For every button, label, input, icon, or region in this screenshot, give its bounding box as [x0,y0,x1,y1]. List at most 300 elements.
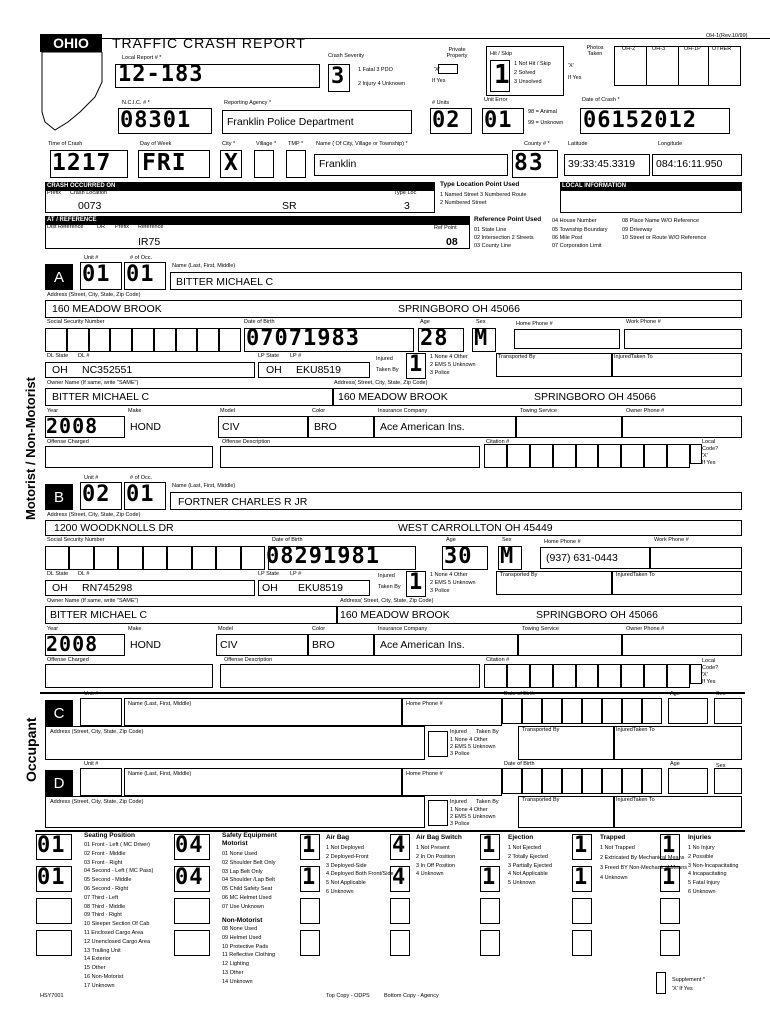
unit-a-local-code-2: Code? [702,446,719,452]
safety-motorist: Motorist [222,840,248,847]
ref-opt-06: 06 Mile Post [552,235,583,241]
unit-b-citation-boxes [484,664,690,688]
safety-nonmotorist: Non-Motorist [222,917,263,924]
ncic-value: 08301 [120,108,192,133]
occ-c-injured-label: Injured [450,729,467,735]
trapped-opt-3: 3 Freed BY Non-Mechanical Means [600,865,688,871]
unit-a-owner-street: 160 MEADOW BROOK [338,391,448,403]
occ-c-takenby-label: Taken By [476,729,499,735]
oh1p-label: OH-1P [684,46,701,52]
unit-a-letter: A [45,264,73,290]
ncic-label: N.C.I.C. # * [122,100,150,106]
type-point-opt1: 1 Named Street 3 Numbered Route [440,192,527,198]
injuries-value-a: 1 [662,833,677,858]
unit-a-year-label: Year [47,408,59,414]
longitude-value: 084:16:11.950 [656,158,723,170]
unit-a-owner-name: BITTER MICHAEL C [52,391,150,403]
unit-a-insurance: Ace American Ins. [380,421,465,433]
time-label: Time of Crash [48,141,83,147]
unit-b-sex-label: Sex [502,537,512,543]
hit-skip-label: Hit / Skip [490,51,513,57]
state-badge: OHIO [40,34,102,52]
unit-b-dlstate: OH [52,582,68,594]
unit-b-owner-phone-label: Owner Phone # [626,626,665,632]
crash-occurred-title: CRASH OCCURRED ON [45,182,435,191]
unit-a-age: 28 [420,326,449,351]
unit-b-address-street: 1200 WOODKNOLLS DR [54,522,174,534]
unit-b-model: CIV [220,639,238,651]
ejection-opt-5: 5 Unknown [508,880,536,887]
occ-d-takenby-label: Taken By [476,799,499,805]
switch-opt-4: 4 Unknown [416,871,444,878]
oh2-label: OH-2 [622,46,636,52]
private-property-ifyes: If Yes [432,78,446,84]
unit-b-occ-label: # of Occ. [130,475,153,481]
seating-opt-4: 04 Second - Left ( MC Pass) [84,868,154,875]
unit-a-offense-desc-label: Offense Description [222,439,271,445]
unit-b-home-phone-label: Home Phone # [544,539,581,545]
airbag-value-b: 1 [302,865,317,890]
unit-b-age-label: Age [446,537,456,543]
unit-b-address-label: Address (Street, City, State, Zip Code) [47,512,141,518]
unit-b-owner-city: SPRINGBORO OH 45066 [536,609,658,621]
unit-a-takenby-label: Taken By [376,367,399,373]
airbag-value-a: 1 [302,833,317,858]
photos-ifyes: If Yes [568,75,582,81]
safety-opt-nm-1: 08 None Used [222,926,258,932]
unit-b-lpstate: OH [262,582,278,594]
unit-b-make-label: Make [128,626,142,632]
unit-b-owner-label: Owner Name (If same, write "SAME") [47,598,139,604]
occ-d-name-label: Name (Last, First, Middle) [128,771,192,777]
seating-opt-10: 10 Sleeper Section Of Cab [84,921,150,928]
unit-b-make: HOND [130,639,161,651]
unit-a-citation-label: Citation # [486,439,510,445]
unit-a-lpstate-label: LP State [258,353,279,359]
unit-b-dlstate-label: DL State [47,571,69,577]
crash-severity-value: 3 [331,64,346,89]
type-loc-label: Type Loc [394,190,417,196]
airbag-opt-6: 6 Unknown [326,889,354,895]
unit-b-name-label: Name (Last, First, Middle) [172,483,236,489]
unit-b-injured-label: Injured [378,573,395,579]
occ-d-age-label: Age [670,761,680,767]
trapped-title: Trapped [600,834,626,841]
unit-b-offense-label: Offense Charged [47,657,89,663]
occ-d-takenby-opt1: 1 None 4 Other [450,807,488,813]
unit-a-make-label: Make [128,408,142,414]
photos-x: 'X' [568,63,574,69]
unit-b-takenby-opt1: 1 None 4 Other [430,572,468,578]
unit-a-local-code-3: 'X' [702,453,708,459]
village-label: Village * [256,141,277,147]
occ-c-address-label: Address (Street, City, State, Zip Code) [50,729,144,735]
unit-a-sex-label: Sex [476,319,486,325]
unit-b-local-code-3: 'X' [702,672,708,678]
airbag-opt-5: 5 Not Applicable [326,880,366,887]
ref-point-label: Ref Point [434,225,457,231]
twp-label: TMP * [288,141,304,147]
unit-a-dlno: NC352551 [82,364,133,376]
latitude-value: 39:33:45.3319 [568,158,636,170]
unit-a-lpno: EKU8519 [296,364,341,376]
occ-c-unitno-label: Unit # [84,691,99,697]
safety-opt-nm-5: 12 Lighting [222,961,249,968]
occ-c-home-phone-label: Home Phone # [406,701,443,707]
dr-label: DR [97,224,105,230]
crash-location-label: Crash Location [70,190,107,196]
safety-opt-nm-2: 09 Helmet Used [222,934,262,941]
ref-opt-07: 07 Corporation Limit [552,243,602,249]
unit-b-insurance-label: Insurance Company [378,626,428,632]
private-property-x: 'X' [434,67,440,73]
occ-c-takenby-opt3: 3 Police [450,751,470,757]
type-loc-value: 3 [404,200,410,212]
unit-b-dlno-label: DL # [78,571,90,577]
county-label: County # * [524,141,550,147]
unit-b-name: FORTNER CHARLES R JR [178,496,308,508]
unit-b-unitno: 02 [82,482,111,507]
local-report-box [115,64,320,88]
occ-d-unitno-label: Unit # [84,761,99,767]
bottom-copy-label: Bottom Copy - Agency [384,993,439,999]
trapped-opt-2: 2 Extricated By Mechanical Means [600,855,685,861]
ref-opt-10: 10 Street or Route W/O Reference [622,235,707,241]
occ-d-address-label: Address (Street, City, State, Zip Code) [50,799,144,805]
airbag-opt-2: 2 Deployed-Front [326,853,369,860]
airbag-opt-4: 4 Deployed Both Front/Side [326,871,394,878]
seating-opt-9: 09 Third - Right [84,912,122,919]
type-point-title: Type Location Point Used [440,181,520,188]
unit-b-takenby-opt3: 3 Police [430,588,450,594]
private-property-label: Private Property [446,47,468,59]
unit-a-dob-label: Date of Birth [244,319,275,325]
occ-d-letter: D [45,770,73,796]
units-label: # Units [432,100,450,106]
trapped-opt-1: 1 Not Trapped [600,845,635,851]
dist-ref-label: Dist Reference [47,224,84,230]
seating-opt-13: 13 Trailing Unit [84,947,121,954]
local-report-label: Local Report # * [122,55,162,61]
seating-opt-15: 15 Other [84,965,106,972]
unit-b-lpno-label: LP # [290,571,302,577]
seating-opt-1: 01 Front - Left ( MC Driver) [84,842,151,848]
unit-a-year: 2008 [46,414,99,438]
unit-a-name: BITTER MICHAEL C [176,276,274,288]
unit-b-offense-desc-label: Offense Description [224,657,273,663]
ref-point-value: 08 [446,236,458,248]
city-value: X [224,150,239,176]
unit-a-dlstate-label: DL State [47,353,69,359]
ejection-opt-3: 3 Partially Ejected [508,862,553,869]
unit-b-owner-street: 160 MEADOW BROOK [340,609,450,621]
injuries-value-b: 1 [662,865,677,890]
injuries-opt-1: 1 No Injury [688,845,715,851]
unit-b-home-phone: (937) 631-0443 [546,552,618,564]
crash-location-suffix: SR [282,200,297,212]
ref-point-title: Reference Point Used [474,216,542,223]
unit-b-letter: B [45,484,73,510]
agency-label: Reporting Agency * [224,100,272,106]
unit-b-color: BRO [312,639,335,651]
injuries-opt-4: 4 Incapacitating [688,871,727,878]
safety-opt-nm-6: 13 Other [222,970,244,976]
time-value: 1217 [52,150,112,176]
unit-b-dob: 08291981 [266,544,380,569]
date-label: Date of Crash * [582,97,620,103]
unit-a-model: CIV [222,421,240,433]
trapped-value-b: 1 [574,865,589,890]
unit-b-year-label: Year [47,626,59,632]
hit-skip-opt3: 3 Unsolved [514,79,542,85]
county-value: 83 [514,150,544,176]
unit-a-model-label: Model [220,408,235,414]
unit-a-sex: M [474,326,489,351]
occ-c-age-label: Age [670,691,680,697]
ejection-opt-1: 1 Not Ejected [508,845,542,851]
safety-opt-3: 03 Lap Belt Only [222,868,263,875]
unit-b-lpno: EKU8519 [298,582,343,594]
unit-error-opt1: 98 = Animal [528,109,557,115]
unit-a-transported-label: Transported By [498,354,536,360]
unit-a-address-label: Address (Street, City, State, Zip Code) [47,292,141,298]
unit-b-towing-label: Towing Service [522,626,559,632]
reference-label: Reference [138,224,164,230]
occ-d-injured-to-label: InjuredTaken To [616,797,655,803]
date-value: 06152012 [583,108,697,133]
seating-opt-2: 02 Front - Middle [84,850,126,857]
seating-opt-11: 11 Enclosed Cargo Area [84,930,144,936]
unit-b-local-code-2: Code? [702,665,719,671]
unit-a-insurance-label: Insurance Company [378,408,428,414]
agency-value: Franklin Police Department [227,116,354,128]
occ-d-takenby-opt3: 3 Police [450,821,470,827]
seating-opt-14: 14 Exterior [84,956,111,963]
occ-d-transported-label: Transported By [522,797,560,803]
unit-b-dlno: RN745298 [82,582,133,594]
unit-b-owner-name: BITTER MICHAEL C [50,609,148,621]
occ-c-injured-to-label: InjuredTaken To [616,727,655,733]
unit-a-age-label: Age [420,319,430,325]
safety-opt-4: 04 Shoulder /Lap Belt [222,877,275,884]
occ-c-takenby-opt1: 1 None 4 Other [450,737,488,743]
unit-a-lpno-label: LP # [290,353,302,359]
top-copy-label: Top Copy - ODPS [326,993,370,999]
unit-b-local-code-4: If Yes [702,679,716,685]
unit-a-local-code-4: If Yes [702,460,716,466]
unit-a-citation-boxes [484,444,690,468]
unit-b-injured-to-label: InjuredTaken To [616,572,655,578]
unit-b-citation-label: Citation # [486,657,510,663]
unit-a-color-label: Color [312,408,326,414]
day-of-week-label: Day of Week [140,141,172,147]
seating-value-a: 01 [37,833,66,858]
safety-opt-1: 01 None Used [222,851,258,857]
occ-c-sex-label: Sex [716,691,726,697]
safety-opt-nm-7: 14 Unknown [222,978,253,985]
city-label: City * [222,141,236,147]
unit-a-takenby: 1 [409,352,424,377]
seating-opt-6: 06 Second - Right [84,886,129,892]
occ-c-takenby-opt2: 2 EMS 5 Unknown [450,744,496,750]
unit-a-unitno: 01 [82,262,111,287]
local-info-title: LOCAL INFORMATION [560,182,742,191]
safety-title: Safety Equipment [222,832,277,839]
unit-a-dlno-label: DL # [78,353,90,359]
hit-skip-value: 1 [494,60,511,90]
ejection-value-b: 1 [482,865,497,890]
side-label-occupant: Occupant [23,717,39,782]
unit-a-dlstate: OH [52,364,68,376]
unit-b-color-label: Color [312,626,326,632]
location-name-value: Franklin [319,158,357,170]
injuries-opt-3: 3 Non-Incapacitating [688,862,739,869]
occ-c-name-label: Name (Last, First, Middle) [128,701,192,707]
seating-title: Seating Position [84,832,135,839]
ejection-opt-2: 2 Totally Ejected [508,853,548,860]
crash-severity-opt1: 1 Fatal 3 PDO [358,67,393,73]
unit-b-owner-address-label: Address( Street, City, State, Zip Code) [340,598,434,604]
photos-label: Photos Taken [586,45,604,57]
injuries-title: Injuries [688,834,712,841]
unit-b-unitno-label: Unit # [84,475,99,481]
unit-a-name-label: Name (Last, First, Middle) [172,263,236,269]
ejection-opt-4: 4 Not Applicable [508,871,548,878]
unit-b-takenby-label: Taken By [378,584,401,590]
unit-b-sex: M [500,544,515,569]
unit-b-transported-label: Transported By [500,572,538,578]
local-info-box [560,189,742,213]
safety-value-a: 04 [175,833,204,858]
hit-skip-opt1: 1 Not Hit / Skip [514,61,551,67]
ejection-title: Ejection [508,834,534,841]
ref-opt-01: 01 State Line [474,227,507,233]
ref-prefix-label: Prefix [115,224,130,230]
switch-opt-3: 3 In Off Position [416,862,456,869]
occ-c-transported-label: Transported By [522,727,560,733]
unit-b-year: 2008 [46,632,99,656]
supplement-label: Supplement * [672,977,706,983]
unit-a-towing-label: Towing Service [520,408,557,414]
ref-opt-08: 08 Place Name W/O Reference [622,218,700,224]
unit-a-takenby-opt3: 3 Police [430,370,450,376]
switch-title: Air Bag Switch [416,834,462,841]
switch-opt-2: 2 In On Position [416,853,456,860]
occ-c-letter: C [45,700,73,726]
prefix-label: Prefix [47,190,62,196]
unit-a-offense-label: Offense Charged [47,439,89,445]
crash-severity-opt2: 2 Injury 4 Unknown [358,81,406,87]
crash-location-value: 0073 [78,200,102,212]
crash-severity-label: Crash Severity [328,53,365,59]
ref-opt-02: 02 Intersection 2 Streets [474,235,534,241]
safety-value-b: 04 [175,865,204,890]
unit-b-model-label: Model [218,626,233,632]
unit-a-owner-phone-label: Owner Phone # [626,408,665,414]
unit-a-occ: 01 [126,262,155,287]
unit-a-color: BRO [314,421,337,433]
unit-a-unitno-label: Unit # [84,255,99,261]
occ-d-takenby-opt2: 2 EMS 5 Unknown [450,814,496,820]
airbag-title: Air Bag [326,834,350,841]
unit-b-takenby-opt2: 2 EMS 5 Unknown [430,580,476,586]
ref-opt-09: 09 Driveway [622,227,653,233]
unit-a-injured-to-label: InjuredTaken To [614,354,653,360]
unit-a-lpstate: OH [266,364,282,376]
unit-b-work-phone-label: Work Phone # [654,537,689,543]
location-name-label: Name ( Of City, Village or Township) * [316,141,408,147]
switch-value-b: 4 [392,865,407,890]
seating-opt-12: 12 Unenclosed Cargo Area [84,938,151,945]
trapped-opt-4: 4 Unknown [600,875,628,881]
unit-b-lpstate-label: LP State [258,571,279,577]
unit-b-ssn-label: Social Security Number [47,537,105,543]
ref-opt-04: 04 House Number [552,218,597,224]
unit-a-address-city: SPRINGBORO OH 45066 [398,303,520,315]
injuries-opt-6: 6 Unknown [688,889,716,895]
form-title: TRAFFIC CRASH REPORT [112,35,306,51]
latitude-label: Latitude [568,141,588,147]
unit-a-address-street: 160 MEADOW BROOK [52,303,162,315]
safety-opt-6: 06 MC Helmet Used [222,895,272,901]
form-revision: OH-1(Rev.10/99) [706,33,748,39]
unit-b-insurance: Ace American Ins. [380,639,465,651]
reference-value: IR75 [138,236,161,248]
unit-a-work-phone-label: Work Phone # [626,319,661,325]
unit-a-injured-label: Injured [376,356,393,362]
unit-a-home-phone-label: Home Phone # [516,321,553,327]
unit-b-takenby: 1 [409,570,424,595]
day-of-week-value: FRI [142,150,187,176]
supplement-ifyes: 'X' If Yes [672,986,693,992]
unit-error-opt2: 99 = Unknown [528,120,564,126]
seating-opt-3: 03 Front - Right [84,859,123,866]
ejection-value-a: 1 [482,833,497,858]
occ-c-dob-label: Date of Birth [504,691,535,697]
trapped-value-a: 1 [574,833,589,858]
unit-a-dob: 07071983 [246,326,360,351]
injuries-opt-5: 5 Fatal Injury [688,880,720,887]
unit-a-ssn-boxes [45,328,241,352]
unit-b-dob-label: Date of Birth [272,537,303,543]
side-label-motorist: Motorist / Non-Motorist [23,377,38,520]
occ-d-dob-label: Date of Birth [504,761,535,767]
ref-opt-05: 05 Township Boundary [552,227,608,233]
injuries-opt-2: 2 Possible [688,853,714,860]
seating-opt-5: 05 Second - Middle [84,877,132,884]
safety-opt-5: 05 Child Safety Seat [222,886,273,893]
units-value: 02 [432,108,461,133]
unit-a-owner-city: SPRINGBORO OH 45066 [534,391,656,403]
unit-b-age: 30 [444,544,473,569]
seating-value-b: 01 [37,865,66,890]
form-number: HSY7001 [40,993,64,999]
safety-opt-7: 07 Use Unknown [222,903,264,910]
hit-skip-opt2: 2 Solved [514,70,536,76]
switch-opt-1: 1 Not Present [416,845,450,851]
unit-a-takenby-opt1: 1 None 4 Other [430,354,468,360]
airbag-opt-1: 1 Not Deployed [326,845,364,851]
unit-b-ssn-boxes [45,546,265,570]
unit-error-value: 01 [484,108,513,133]
unit-error-label: Unit Error [484,97,508,103]
safety-opt-nm-3: 10 Protective Pads [222,943,269,950]
unit-a-local-code-1: Local [702,439,716,445]
seating-opt-8: 08 Third - Middle [84,903,126,910]
reference-title: AT / REFERENCE [45,216,470,225]
safety-opt-2: 02 Shoulder Belt Only [222,859,276,866]
occ-d-injured-label: Injured [450,799,467,805]
